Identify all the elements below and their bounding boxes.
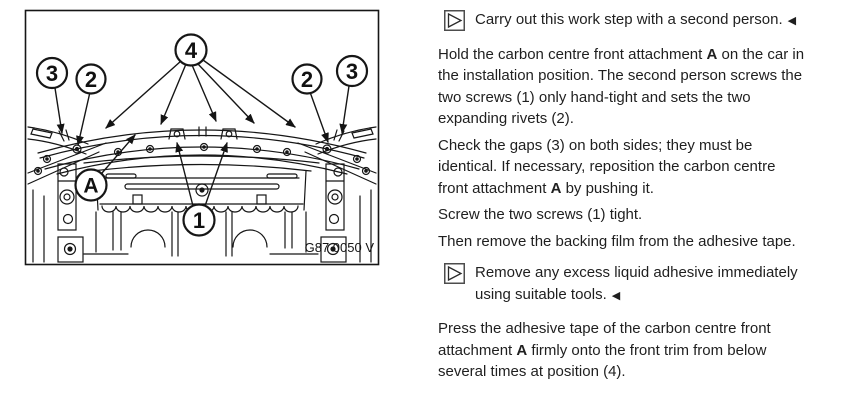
body-text: Press the adhesive tape of the carbon centre front attachment [438, 320, 771, 359]
paragraph-press-adhesive-tape [438, 318, 806, 383]
work-step-note-icon [444, 263, 465, 284]
note-sentence: Carry out this work step with a second person. [475, 11, 783, 28]
body-text: firmly onto the front trim from below several times at position (4). [438, 341, 767, 380]
callout-4-label: 4 [184, 38, 198, 63]
body-text: Check the gaps (3) on both sides; they must be identical. If necessary, reposition the carbon centre front attachment [438, 136, 776, 197]
body-text: Screw the two screws (1) tight. [438, 206, 643, 223]
note-text [475, 9, 806, 33]
paragraph-remove-backing-film [438, 231, 806, 253]
note-sentence: Remove any excess liquid adhesive immediately using suitable tools. [475, 264, 798, 303]
callout-3-right [337, 56, 367, 86]
body-text: on the car in the installation position. The second person screws the two screws (1) only hand-tight and sets the two expanding rivets (2). [438, 45, 805, 127]
callout-A-label: A [83, 174, 99, 198]
callout-4 [176, 35, 207, 66]
callout-2-right-label: 2 [300, 67, 314, 92]
note-text [475, 262, 806, 307]
paragraph-hold-attachment [438, 44, 806, 130]
callout-2-left-label: 2 [84, 67, 98, 92]
callout-2-right [293, 65, 322, 94]
paragraph-check-gaps [438, 135, 806, 200]
note-paragraph-excess-adhesive [438, 262, 806, 307]
callout-2-left [77, 65, 106, 94]
body-text: Hold the carbon centre front attachment [438, 45, 707, 63]
attachment-ref-A: A [516, 341, 528, 359]
callout-1-label: 1 [192, 208, 206, 233]
paragraph-screw-tight [438, 204, 806, 226]
body-text: Then remove the backing film from the adhesive tape. [438, 232, 796, 250]
paragraph-end-marker-icon: ◀ [787, 15, 797, 27]
callout-3-left [37, 58, 67, 88]
callout-3-right-label: 3 [345, 59, 359, 84]
figure-code: G87 0050 V [304, 240, 374, 255]
instruction-column [438, 9, 806, 388]
attachment-ref-A: A [550, 179, 562, 197]
callout-A [76, 170, 107, 201]
note-paragraph-second-person [438, 9, 806, 33]
attachment-ref-A: A [706, 45, 718, 63]
paragraph-end-marker-icon: ◀ [611, 289, 621, 302]
body-text: by pushing it. [561, 179, 654, 197]
callout-1 [184, 205, 215, 236]
work-step-note-icon [444, 10, 465, 31]
callout-3-left-label: 3 [45, 61, 59, 86]
